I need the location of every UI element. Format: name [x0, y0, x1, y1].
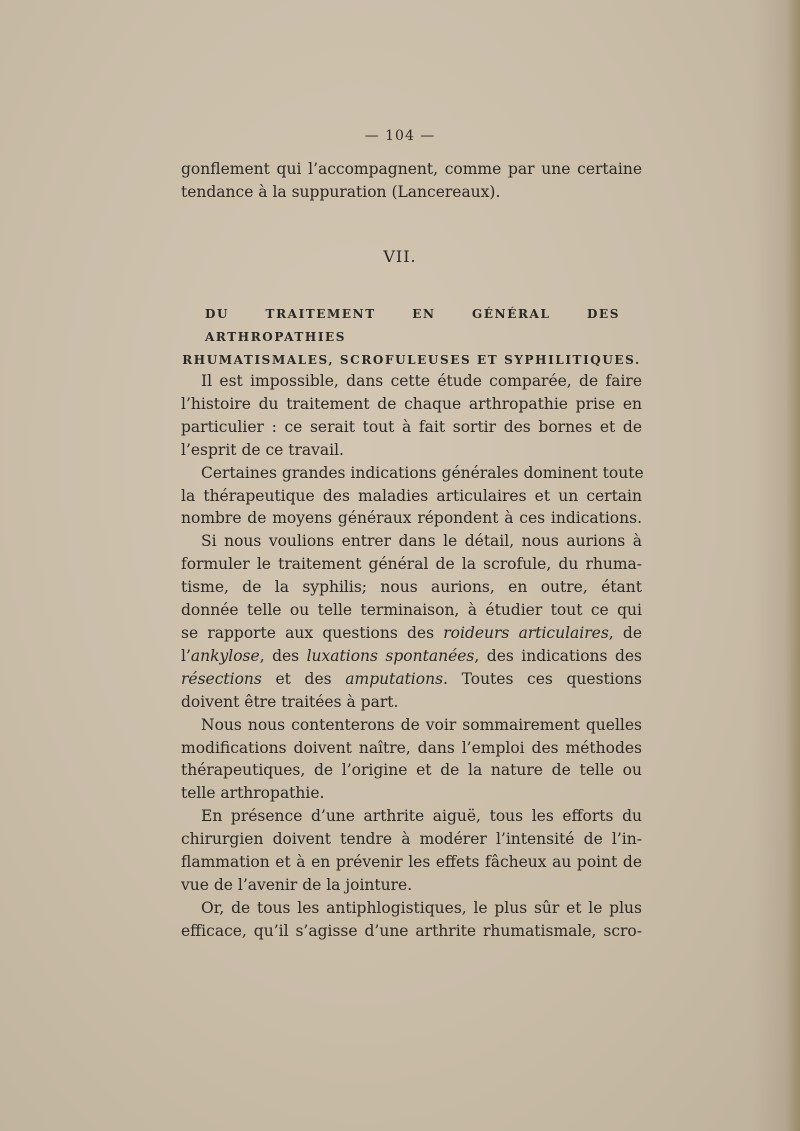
text-line: telle arthropathie.: [181, 784, 325, 803]
text-line: nombre de moyens généraux répondent à ces indications.: [181, 509, 642, 528]
body-text: [181, 370, 642, 943]
text-line: thérapeutiques, de l’origine et de la nature de telle ou: [181, 761, 642, 780]
text-line: tendance à la suppuration (Lancereaux).: [181, 182, 501, 201]
text-line: Certaines grandes indications générales dominent toute: [201, 463, 644, 482]
italic-term: amputations: [345, 669, 444, 688]
text-line-mixed: [181, 645, 642, 668]
text-run: l’: [181, 646, 191, 665]
text-line: flammation et à en prévenir les effets fâcheux au point de: [181, 853, 642, 872]
italic-term: ankylose: [190, 646, 260, 665]
section-number: VII.: [383, 247, 417, 266]
text-line: la thérapeutique des maladies articulaires et un certain: [181, 486, 642, 505]
text-line: Si nous voulions entrer dans le détail, nous aurions à: [201, 532, 642, 551]
text-line: modifications doivent naître, dans l’emploi des méthodes: [181, 738, 642, 757]
text-line: l’esprit de ce travail.: [181, 440, 344, 459]
text-line: Nous nous contenterons de voir sommairement quelles: [201, 715, 642, 734]
text-run: se rapporte aux questions des: [181, 623, 444, 642]
text-line: l’histoire du traitement de chaque arthropathie prise en: [181, 394, 642, 413]
text-line: gonflement qui l’accompagnent, comme par une certaine: [181, 160, 642, 178]
text-line: formuler le traitement général de la scrofule, du rhuma-: [181, 555, 642, 574]
text-line: efficace, qu’il s’agisse d’une arthrite rhumatismale, scro-: [181, 921, 642, 940]
text-line: Or, de tous les antiphlogistiques, le plus sûr et le plus: [201, 898, 642, 917]
text-line: Il est impossible, dans cette étude comparée, de faire: [201, 372, 642, 390]
text-line: particulier : ce serait tout à fait sortir des bornes et de: [181, 417, 642, 436]
text-line: donnée telle ou telle terminaison, à étudier tout ce qui: [181, 601, 642, 620]
text-line-mixed: [181, 668, 642, 691]
text-line: En présence d’une arthrite aiguë, tous les efforts du: [201, 807, 642, 826]
opening-text: [181, 158, 642, 204]
text-run: , de: [608, 623, 642, 642]
text-run: et des: [261, 669, 346, 688]
italic-term: résections: [181, 669, 262, 688]
text-line: chirurgien doivent tendre à modérer l’intensité de l’in-: [181, 830, 642, 849]
text-line: doivent être traitées à part.: [181, 692, 399, 711]
page-number: — 104 —: [364, 128, 436, 144]
italic-term: roideurs articulaires: [443, 623, 609, 642]
section-title: [181, 303, 642, 372]
section-title-line: RHUMATISMALES, SCROFULEUSES ET SYPHILITIQUES.: [182, 353, 641, 367]
text-line: vue de l’avenir de la jointure.: [181, 875, 413, 894]
text-run: , des indications des: [474, 646, 642, 665]
italic-term: luxations spontanées: [306, 646, 475, 665]
text-line-mixed: [181, 622, 642, 645]
text-run: . Toutes ces questions: [443, 669, 642, 688]
page-edge-shadow: [786, 0, 800, 1131]
text-run: , des: [259, 646, 307, 665]
text-line: tisme, de la syphilis; nous aurions, en outre, étant: [181, 578, 642, 597]
section-title-line: DU TRAITEMENT EN GÉNÉRAL DES ARTHROPATHIES: [205, 307, 620, 344]
